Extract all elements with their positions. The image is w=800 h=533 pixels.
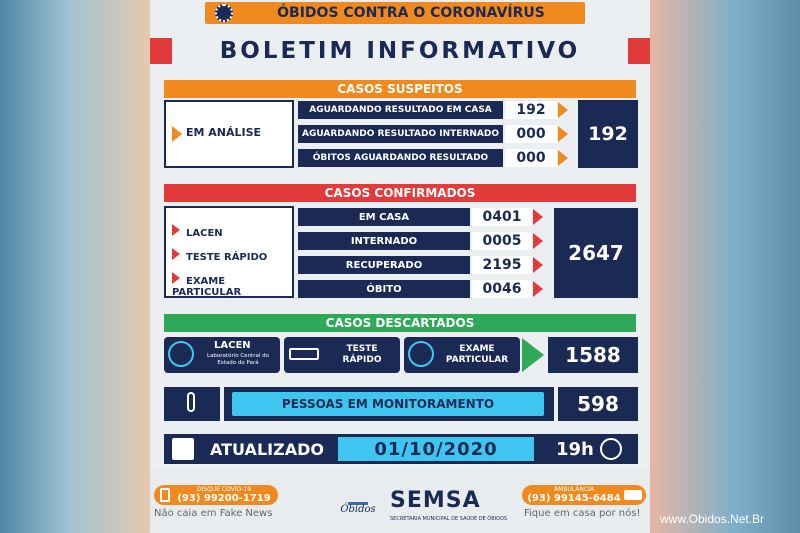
em-analise-label: EM ANÁLISE bbox=[186, 126, 262, 139]
bulletin-poster bbox=[150, 0, 650, 533]
footer-right-phone: (93) 99145-6484 bbox=[527, 492, 621, 504]
atualizado-bar bbox=[164, 434, 638, 464]
semsa-brand: SEMSA bbox=[390, 488, 481, 513]
suspeitos-row-3-arrow bbox=[558, 150, 568, 166]
descartados-teste-box bbox=[284, 337, 400, 373]
confirmados-row-2-arrow bbox=[533, 233, 543, 249]
lacen-title: LACEN bbox=[214, 340, 251, 351]
confirmados-item-lacen bbox=[172, 224, 223, 239]
suspeitos-row-1-arrow bbox=[558, 102, 568, 118]
suspeitos-row-1-label: AGUARDANDO RESULTADO EM CASA bbox=[298, 101, 503, 119]
footer-left-slogan: Não caia em Fake News bbox=[154, 508, 273, 519]
confirmados-row-3-label: RECUPERADO bbox=[298, 256, 470, 274]
confirmados-row-1-value: 0401 bbox=[472, 208, 532, 226]
suspeitos-total: 192 bbox=[578, 100, 638, 168]
red-bullet-icon bbox=[172, 224, 180, 236]
thermometer-icon bbox=[187, 392, 195, 412]
suspeitos-row-1-value: 192 bbox=[505, 101, 557, 119]
blurred-background-right bbox=[650, 0, 800, 533]
confirmados-item-teste bbox=[172, 248, 267, 263]
monitoramento-label: PESSOAS EM MONITORAMENTO bbox=[232, 392, 544, 416]
suspeitos-title: CASOS SUSPEITOS bbox=[164, 80, 636, 98]
thermometer-box bbox=[164, 387, 220, 421]
suspeitos-left-panel bbox=[164, 100, 294, 168]
confirmados-row-2-value: 0005 bbox=[472, 232, 532, 250]
monitoramento-value: 598 bbox=[558, 387, 638, 421]
clock-icon bbox=[600, 438, 622, 460]
orange-arrow-icon bbox=[172, 126, 182, 142]
confirmados-row-1-arrow bbox=[533, 209, 543, 225]
suspeitos-row-3-label: ÓBITOS AGUARDANDO RESULTADO bbox=[298, 149, 503, 167]
confirmados-row-3-value: 2195 bbox=[472, 256, 532, 274]
descartados-exame-box bbox=[404, 337, 520, 373]
virus-icon bbox=[215, 4, 233, 22]
footer-left-phone: (93) 99200-1719 bbox=[177, 492, 271, 504]
suspeitos-row-3-value: 000 bbox=[505, 149, 557, 167]
blurred-background-left bbox=[0, 0, 150, 533]
header-banner bbox=[205, 2, 585, 24]
confirmados-item-exame bbox=[172, 272, 292, 298]
suspeitos-row-2-value: 000 bbox=[505, 125, 557, 143]
monitoramento-bar bbox=[224, 387, 554, 421]
rapid-test-icon bbox=[289, 348, 319, 360]
confirmados-row-2-label: INTERNADO bbox=[298, 232, 470, 250]
footer-right-badge bbox=[522, 485, 646, 505]
red-bullet-icon bbox=[172, 272, 180, 284]
atualizado-time: 19h bbox=[556, 439, 594, 460]
footer-left-title: DISQUE COVID-19 bbox=[196, 485, 252, 493]
confirmados-left-panel bbox=[164, 206, 294, 298]
phone-icon bbox=[160, 488, 170, 502]
confirmados-title: CASOS CONFIRMADOS bbox=[164, 184, 636, 202]
sample-tubes-icon bbox=[408, 341, 434, 367]
confirmados-row-4-value: 0046 bbox=[472, 280, 532, 298]
footer-left-badge bbox=[154, 485, 278, 505]
confirmados-row-1-label: EM CASA bbox=[298, 208, 470, 226]
watermark-text: www.Obidos.Net.Br bbox=[660, 512, 765, 526]
subtitle-bar-right bbox=[628, 38, 650, 64]
confirmados-row-3-arrow bbox=[533, 257, 543, 273]
subtitle-bar-left bbox=[150, 38, 172, 64]
teste-rapido-label: TESTE RÁPIDO bbox=[342, 344, 382, 365]
obidos-logo-text: Óbidos bbox=[340, 504, 376, 515]
confirmados-total: 2647 bbox=[554, 208, 638, 298]
header-title: ÓBIDOS CONTRA O CORONAVÍRUS bbox=[277, 5, 545, 21]
lacen-label: LACEN bbox=[186, 228, 223, 239]
descartados-total: 1588 bbox=[548, 337, 638, 373]
suspeitos-row-2-label: AGUARDANDO RESULTADO INTERNADO bbox=[298, 125, 503, 143]
suspeitos-row-2-arrow bbox=[558, 126, 568, 142]
calendar-icon bbox=[172, 438, 194, 460]
red-bullet-icon bbox=[172, 248, 180, 260]
ambulance-icon bbox=[624, 490, 642, 500]
obidos-logo bbox=[330, 490, 386, 522]
atualizado-date: 01/10/2020 bbox=[338, 437, 534, 461]
footer-right-slogan: Fique em casa por nós! bbox=[524, 508, 641, 519]
lacen-subtitle: Laboratório Central do Estado do Pará bbox=[207, 353, 269, 366]
descartados-lacen-box bbox=[164, 337, 280, 373]
descartados-title: CASOS DESCARTADOS bbox=[164, 314, 636, 332]
exame-particular-label: EXAME PARTICULAR bbox=[445, 344, 509, 365]
page-title: BOLETIM INFORMATIVO bbox=[219, 38, 581, 64]
exame-label: EXAME PARTICULAR bbox=[172, 276, 242, 298]
church-icon bbox=[348, 490, 368, 505]
atualizado-label: ATUALIZADO bbox=[210, 440, 324, 459]
descartados-arrow bbox=[522, 338, 544, 372]
confirmados-row-4-label: ÓBITO bbox=[298, 280, 470, 298]
footer-right-title: AMBULÂNCIA bbox=[554, 485, 594, 493]
test-tubes-icon bbox=[168, 341, 194, 367]
confirmados-row-4-arrow bbox=[533, 281, 543, 297]
semsa-subtitle: SECRETARIA MUNICIPAL DE SAÚDE DE ÓBIDOS bbox=[390, 516, 508, 522]
teste-label: TESTE RÁPIDO bbox=[186, 252, 268, 263]
